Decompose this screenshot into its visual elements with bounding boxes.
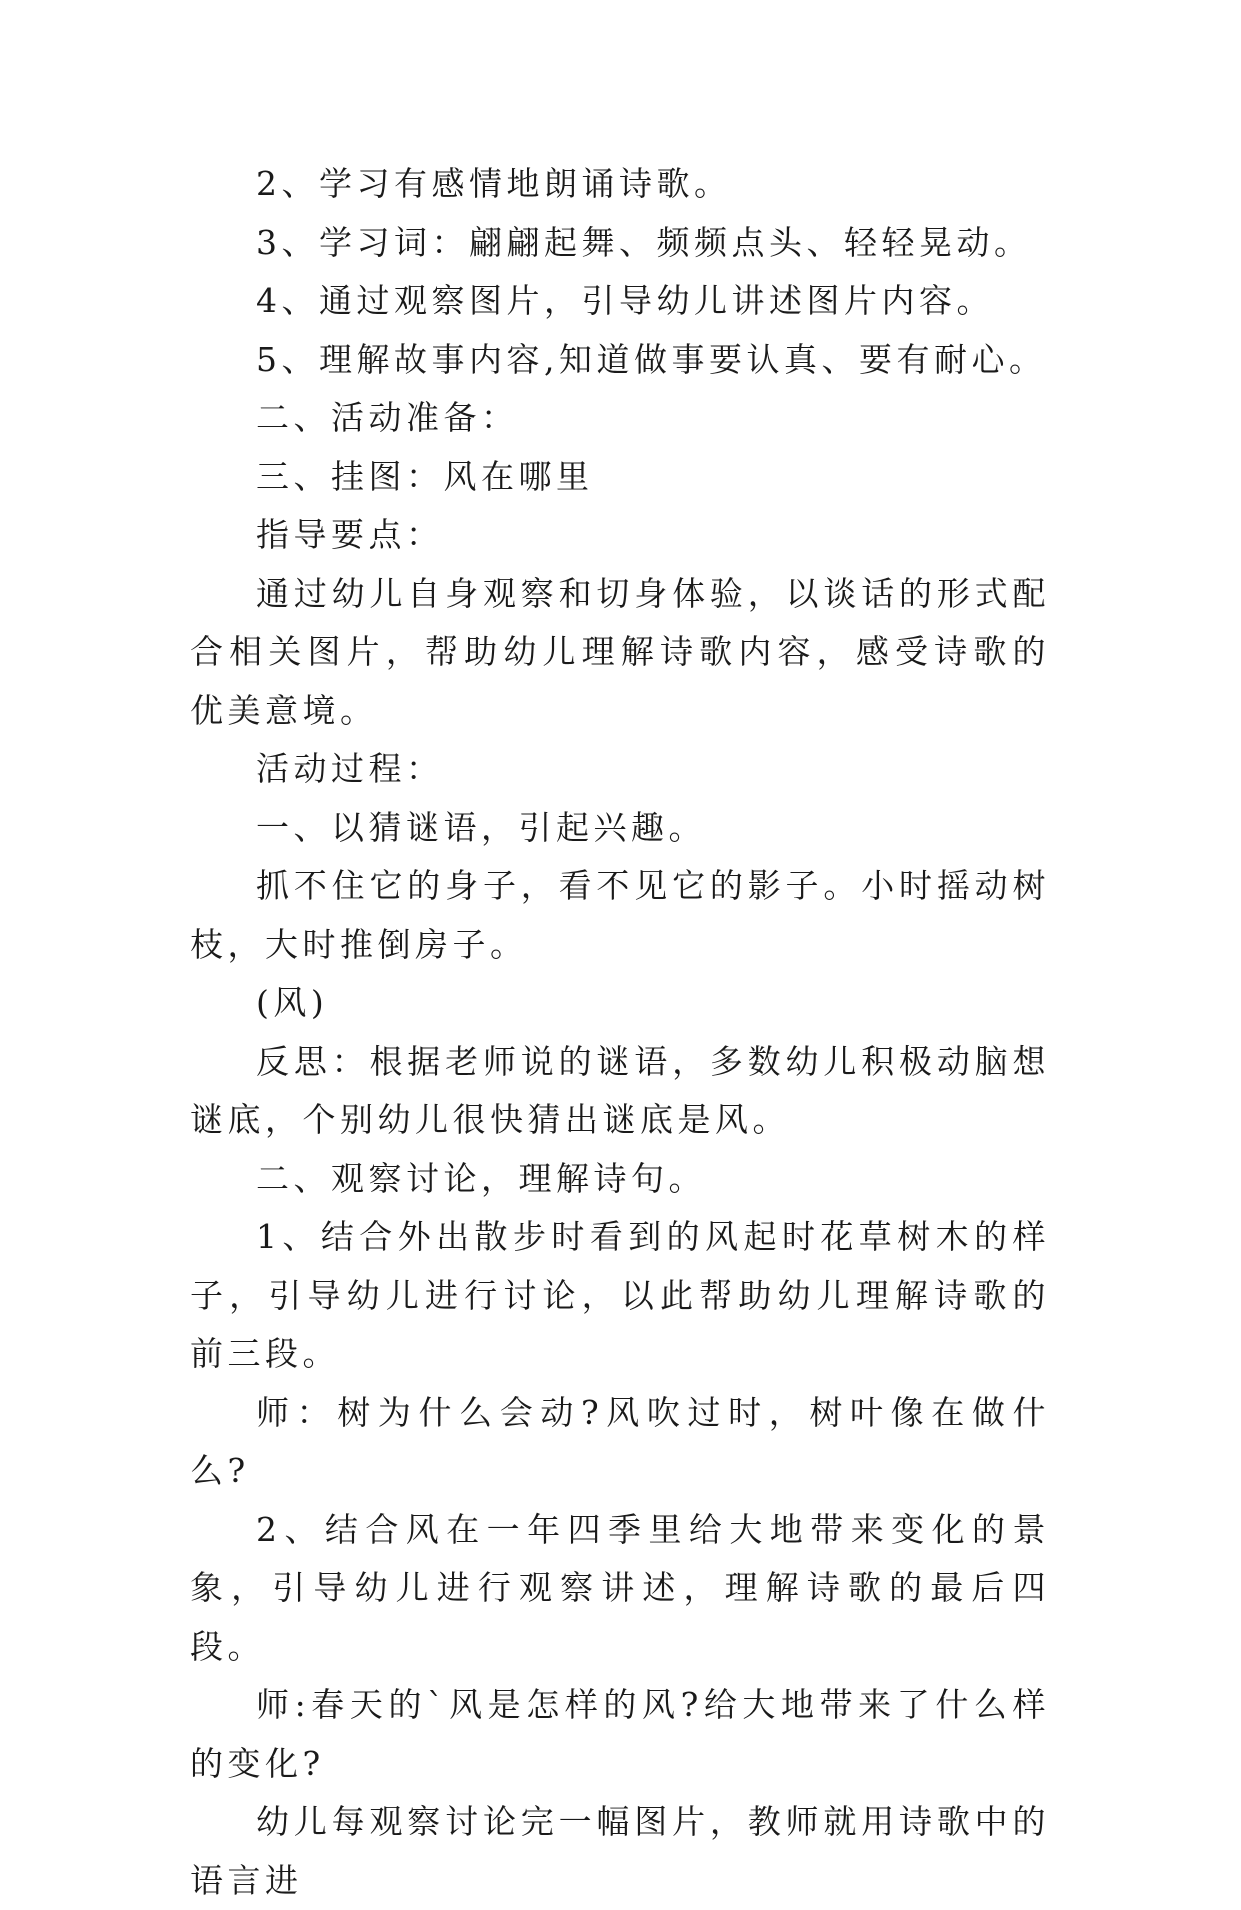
paragraph: 2、学习有感情地朗诵诗歌。: [256, 164, 732, 203]
section-heading: 指导要点：: [256, 515, 444, 554]
section-heading: 三、挂图：风在哪里: [256, 456, 594, 496]
paragraph: (风): [256, 983, 329, 1022]
paragraph: 师:春天的`风是怎样的风?给大地带来了什么样的变化?: [190, 1685, 1050, 1783]
section-heading: 活动过程：: [256, 749, 444, 788]
document-body: [190, 155, 1050, 1910]
section-heading: 一、以猜谜语，引起兴趣。: [256, 807, 706, 847]
paragraph: 通过幼儿自身观察和切身体验，以谈话的形式配合相关图片，帮助幼儿理解诗歌内容，感受诗歌的优美意境。: [190, 573, 1050, 730]
paragraph: 幼儿每观察讨论完一幅图片，教师就用诗歌中的语言进: [190, 1802, 1050, 1900]
paragraph: 5、理解故事内容,知道做事要认真、要有耐心。: [256, 339, 1047, 379]
paragraph: 4、通过观察图片，引导幼儿讲述图片内容。: [256, 281, 994, 320]
paragraph: 反思：根据老师说的谜语，多数幼儿积极动脑想谜底，个别幼儿很快猜出谜底是风。: [190, 1041, 1050, 1139]
paragraph: 2、结合风在一年四季里给大地带来变化的景象，引导幼儿进行观察讲述，理解诗歌的最后四段。: [190, 1509, 1050, 1666]
section-heading: 二、观察讨论，理解诗句。: [256, 1158, 706, 1198]
section-heading: 二、活动准备：: [256, 398, 519, 437]
paragraph: 师：树为什么会动?风吹过时，树叶像在做什么?: [190, 1392, 1050, 1490]
paragraph: 抓不住它的身子，看不见它的影子。小时摇动树枝，大时推倒房子。: [190, 866, 1050, 964]
paragraph: 3、学习词：翩翩起舞、频频点头、轻轻晃动。: [256, 222, 1032, 262]
paragraph: 1、结合外出散步时看到的风起时花草树木的样子，引导幼儿进行讨论，以此帮助幼儿理解诗歌的前三段。: [190, 1217, 1050, 1373]
